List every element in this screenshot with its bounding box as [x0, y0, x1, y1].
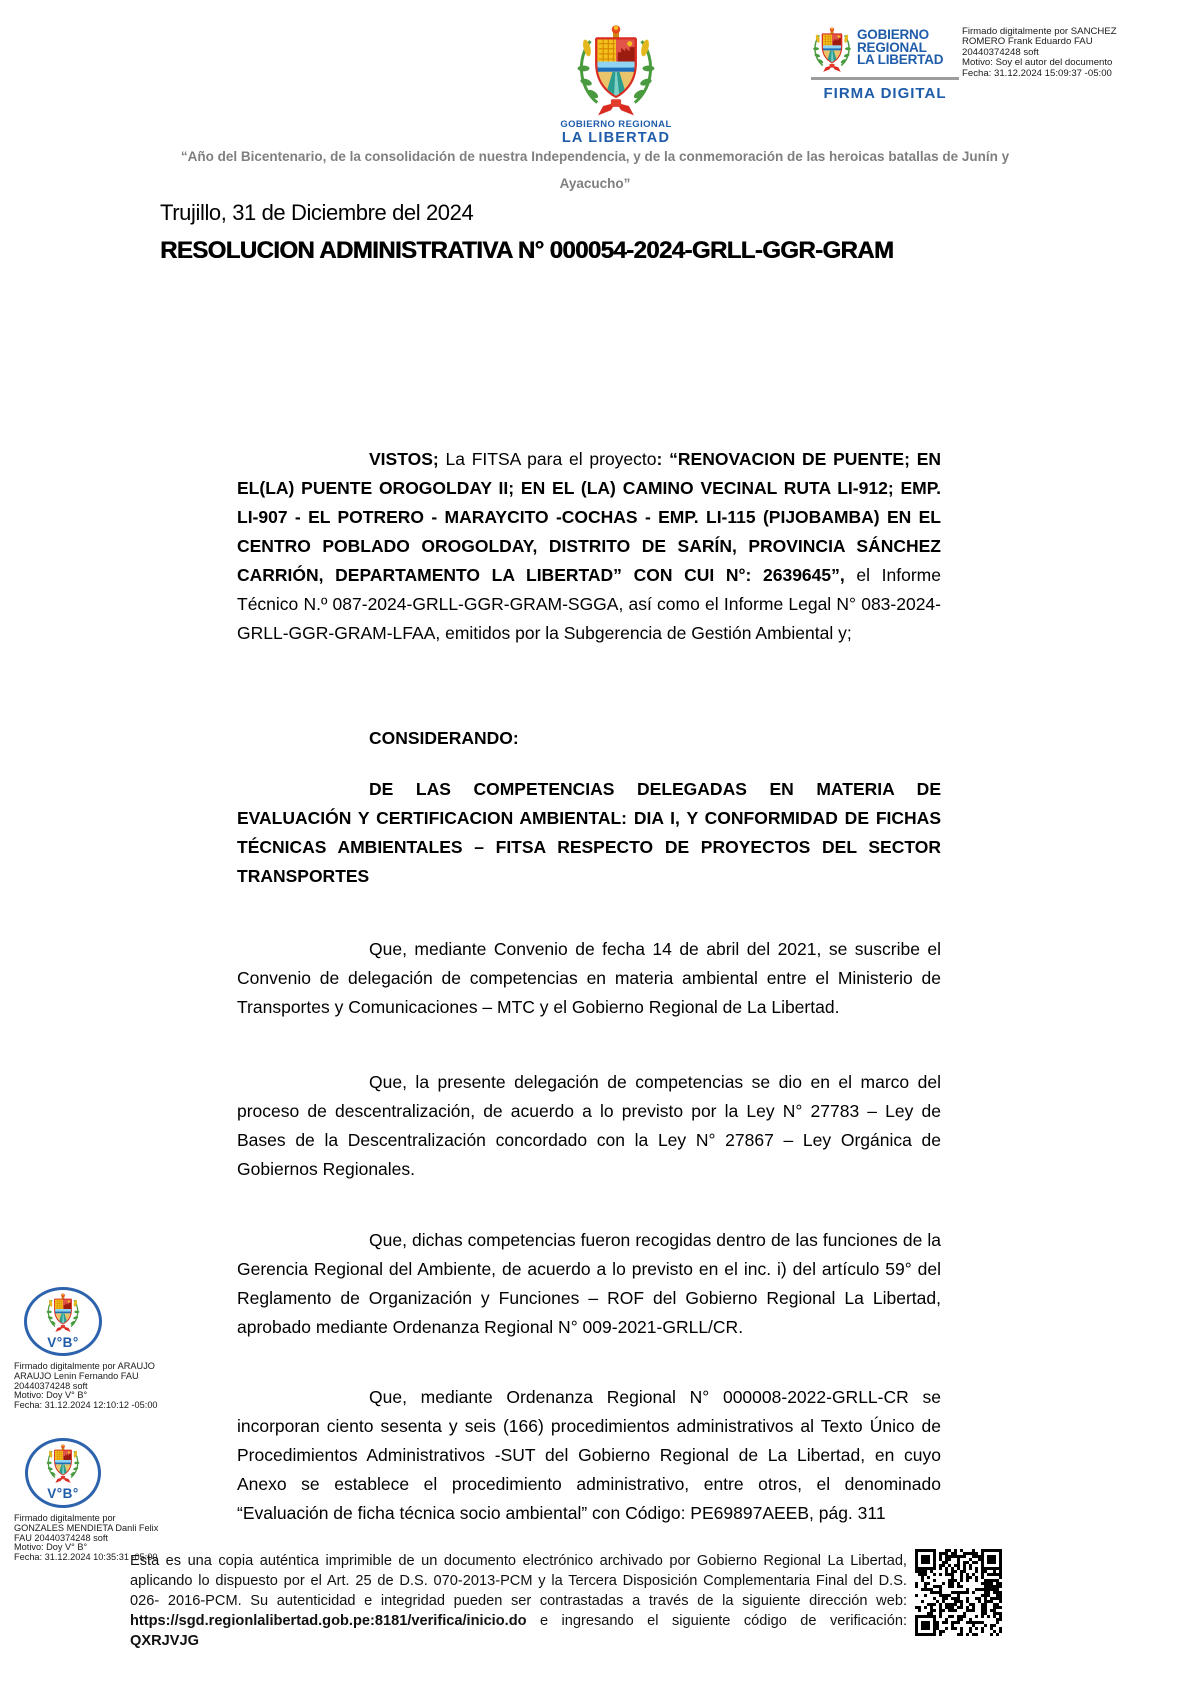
vobo-stamp — [25, 1438, 101, 1508]
motto-line: “Año del Bicentenario, de la consolidación de nuestra Independencia, y de la conmemoración de las heroicas batallas de Junín y — [180, 149, 1010, 164]
text-segment: https://sgd.regionlalibertad.gob.pe:8181/verifica/inicio.do — [130, 1613, 527, 1629]
text-segment: La FITSA para el proyecto — [438, 449, 657, 469]
resolution-title: RESOLUCION ADMINISTRATIVA N° 000054-2024-GRLL-GGR-GRAM — [160, 237, 894, 264]
text-segment: QXRJVJG — [130, 1633, 199, 1649]
signature-line: ROMERO Frank Eduardo FAU — [962, 36, 1093, 48]
firma-org-line: LA LIBERTAD — [857, 52, 944, 67]
qr-code — [915, 1549, 1002, 1636]
body-paragraph: Que, dichas competencias fueron recogidas dentro de las funciones de la Gerencia Regional del Ambiente, de acuerdo a lo previsto en el inc. i) del artículo 59° del Reglamento de Organización y Funciones – ROF del Gobierno Regional La Libertad, aprobado mediante Ordenanza Regional N° 009-2021-GRLL/CR. — [237, 1230, 941, 1337]
vobo-label: V°B° — [47, 1486, 79, 1501]
motto-line: Ayacucho” — [559, 176, 631, 191]
logo-region-name: LA LIBERTAD — [561, 130, 671, 146]
coat-of-arms-icon — [44, 1293, 82, 1333]
text-segment: el Informe Técnico N.º 087-2024-GRLL-GGR-GRAM-SGGA, así como el Informe Legal N° 083-2024-GRLL-GGR-GRAM-LFAA, emitidos por la Subgerencia de Gestión Ambiental y; — [237, 565, 941, 643]
signature-line: Fecha: 31.12.2024 10:35:31 -05:00 — [14, 1552, 158, 1563]
signature-line: Fecha: 31.12.2024 12:10:12 -05:00 — [14, 1400, 158, 1411]
firma-digital-block — [811, 26, 959, 102]
body-paragraph: Que, mediante Convenio de fecha 14 de abril del 2021, se suscribe el Convenio de delegación de competencias en materia ambiental entre el Ministerio de Transportes y Comunicaciones – MTC y el Gobierno Regional de La Libertad. — [237, 939, 941, 1017]
header-logo — [553, 24, 679, 146]
vobo-stamp — [24, 1287, 102, 1356]
coat-of-arms-icon — [811, 26, 853, 74]
signature-line: GONZALES MENDIETA Danli Felix — [14, 1522, 159, 1533]
date-line: Trujillo, 31 de Diciembre del 2024 — [160, 200, 474, 225]
authenticity-footer — [130, 1551, 907, 1651]
text-segment: VISTOS; — [369, 449, 439, 469]
signature-line: Firmado digitalmente por — [14, 1513, 116, 1523]
coat-of-arms-icon — [44, 1444, 82, 1484]
firma-org-line: REGIONAL — [857, 39, 927, 55]
coat-of-arms-icon — [570, 24, 662, 118]
competencias-heading: DE LAS COMPETENCIAS DELEGADAS EN MATERIA DE EVALUACIÓN Y CERTIFICACION AMBIENTAL: DIA I, Y CONFORMIDAD DE FICHAS TÉCNICAS AMBIENTALES – FITSA RESPECTO DE PROYECTOS DEL SECTOR TRANSPORTES — [237, 779, 941, 886]
signature-line: Fecha: 31.12.2024 15:09:37 -05:00 — [962, 67, 1112, 79]
text-segment: Esta es una copia auténtica imprimible de un documento electrónico archivado por Gobierno Regional La Libertad, aplicando lo dispuesto por el Art. 25 de D.S. 070-2013-PCM y la Tercera Disposición Complementaria Final del D.S. 026- 2016-PCM. Su autenticidad e integridad pueden ser contrastadas a través de la siguiente dirección web: — [130, 1553, 907, 1609]
signature-line: Motivo: Doy V° B° — [14, 1542, 88, 1553]
vobo-label: V°B° — [47, 1335, 79, 1350]
body-paragraph: Que, mediante Ordenanza Regional N° 000008-2022-GRLL-CR se incorporan ciento sesenta y seis (166) procedimientos administrativos al Texto Único de Procedimientos Administrativos -SUT del Gobierno Regional de La Libertad, en cuyo Anexo se establece el procedimiento administrativo, entre otros, el denominado “Evaluación de ficha técnica socio ambiental” con Código: PE69897AEEB, pág. 311 — [237, 1387, 941, 1523]
signature-line: Motivo: Soy el autor del documento — [962, 57, 1113, 69]
divider — [811, 77, 959, 80]
firma-org-text — [857, 29, 943, 67]
text-segment: e ingresando el siguiente código de verificación: — [526, 1613, 907, 1629]
year-motto — [178, 143, 1012, 197]
signature-line: Motivo: Doy V° B° — [14, 1390, 88, 1401]
signature-line: FAU 20440374248 soft — [14, 1532, 108, 1543]
considerando-label: CONSIDERANDO: — [369, 728, 519, 748]
text-segment: : “RENOVACION DE PUENTE; EN EL(LA) PUENTE OROGOLDAY II; EN EL (LA) CAMINO VECINAL RUTA LI-912; EMP. LI-907 - EL POTRERO - MARAYCITO -COCHAS - EMP. LI-115 (PIJOBAMBA) EN EL CENTRO POBLADO OROGOLDAY, DISTRITO DE SARÍN, PROVINCIA SÁNCHEZ CARRIÓN, DEPARTAMENTO LA LIBERTAD” CON CUI N°: 2639645”, — [237, 449, 942, 585]
vistos-paragraph — [237, 445, 941, 648]
resolution-body — [237, 445, 941, 1528]
firma-org-line: GOBIERNO — [857, 27, 929, 42]
signature-details-vobo-1 — [14, 1362, 158, 1411]
signature-line: ARAUJO Lenin Fernando FAU — [14, 1370, 139, 1381]
signature-line: 20440374248 soft — [962, 46, 1039, 58]
signature-details-author — [962, 27, 1132, 79]
firma-digital-label: FIRMA DIGITAL — [823, 84, 947, 102]
body-paragraph: Que, la presente delegación de competencias se dio en el marco del proceso de descentralización, de acuerdo a lo previsto por la Ley N° 27783 – Ley de Bases de la Descentralización concordado con la Ley N° 27867 – Ley Orgánica de Gobiernos Regionales. — [237, 1072, 941, 1179]
logo-org-name: GOBIERNO REGIONAL — [560, 119, 672, 130]
signature-line: Firmado digitalmente por SANCHEZ — [962, 26, 1117, 37]
signature-line: Firmado digitalmente por ARAUJO — [14, 1361, 155, 1371]
signature-line: 20440374248 soft — [14, 1380, 88, 1391]
